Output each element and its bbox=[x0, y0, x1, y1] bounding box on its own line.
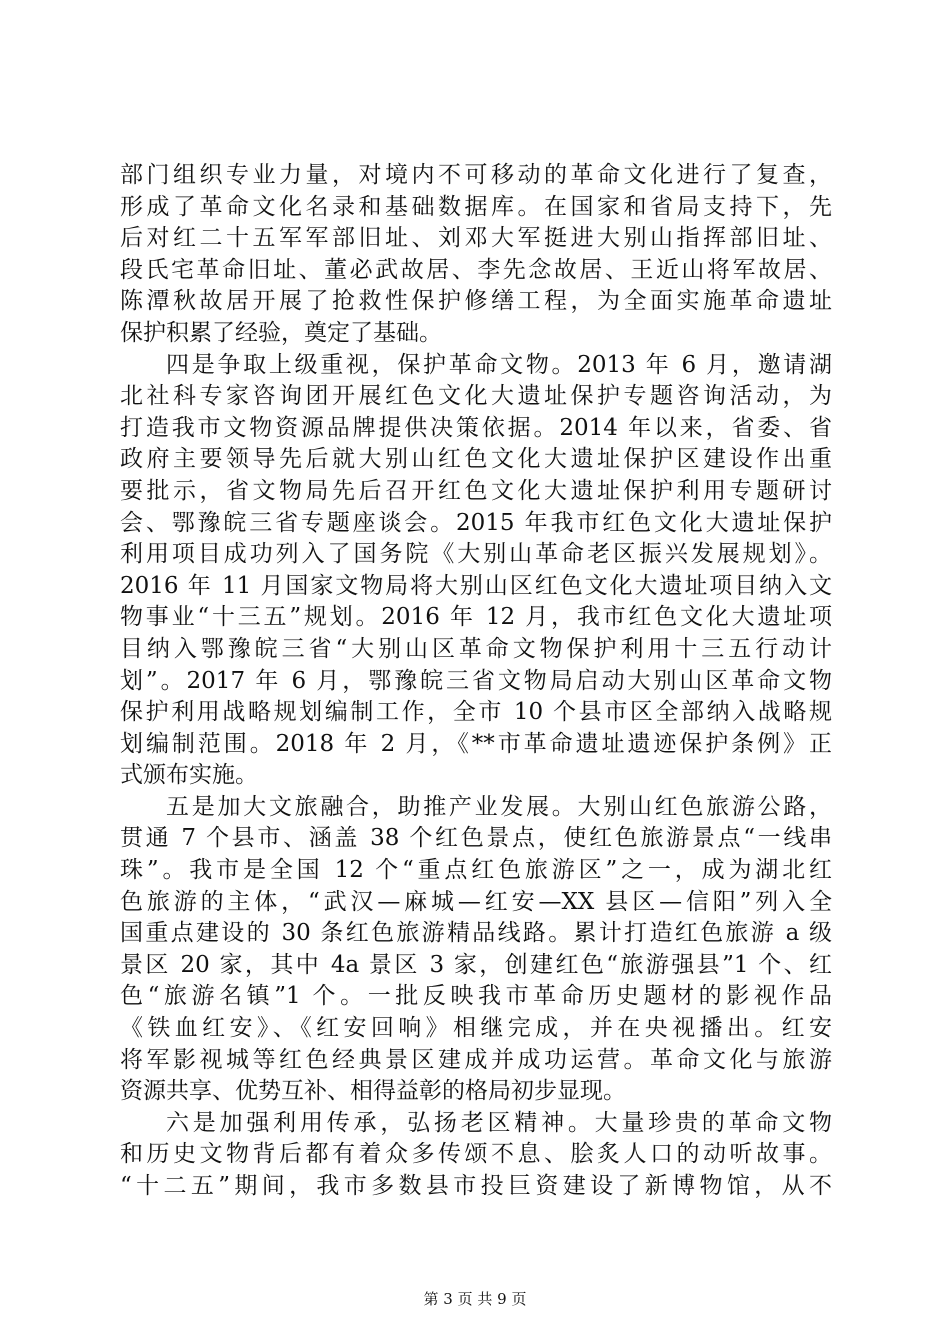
text-line: 式颁布实施。 bbox=[120, 762, 258, 789]
text-line: 2016 年 11 月国家文物局将大别山区红色文化大遗址项目纳入文 bbox=[120, 572, 832, 599]
text-line: 要批示，省文物局先后召开红色文化大遗址保护利用专题研讨 bbox=[120, 477, 832, 504]
text-line: 资源共享、优势互补、相得益彰的格局初步显现。 bbox=[120, 1078, 626, 1105]
text-line: 将军影视城等红色经典景区建成并成功运营。革命文化与旅游 bbox=[120, 1046, 832, 1073]
text-line: 陈潭秋故居开展了抢救性保护修缮工程，为全面实施革命遗址 bbox=[120, 288, 832, 315]
text-line: 国重点建设的 30 条红色旅游精品线路。累计打造红色旅游 a 级 bbox=[120, 920, 832, 947]
text-line: 五是加大文旅融合，助推产业发展。大别山红色旅游公路， bbox=[166, 793, 832, 820]
text-line: 物事业“十三五”规划。2016 年 12 月，我市红色文化大遗址项 bbox=[120, 604, 832, 631]
text-line: 贯通 7 个县市、涵盖 38 个红色景点，使红色旅游景点“一线串 bbox=[120, 825, 832, 852]
text-line: 六是加强利用传承，弘扬老区精神。大量珍贵的革命文物 bbox=[166, 1109, 832, 1136]
text-line: 和历史文物背后都有着众多传颂不息、脍炙人口的动听故事。 bbox=[120, 1141, 832, 1168]
text-line: 保护积累了经验，奠定了基础。 bbox=[120, 319, 442, 346]
text-line: 划编制范围。2018 年 2 月，《**市革命遗址遗迹保护条例》正 bbox=[120, 730, 832, 757]
text-line: 利用项目成功列入了国务院《大别山革命老区振兴发展规划》。 bbox=[120, 541, 832, 568]
text-line: 色“旅游名镇”1 个。一批反映我市革命历史题材的影视作品 bbox=[120, 983, 832, 1010]
text-line: 政府主要领导先后就大别山红色文化大遗址保护区建设作出重 bbox=[120, 446, 832, 473]
text-line: 四是争取上级重视，保护革命文物。2013 年 6 月，邀请湖 bbox=[166, 351, 832, 378]
text-line: 北社科专家咨询团开展红色文化大遗址保护专题咨询活动，为 bbox=[120, 383, 832, 410]
text-line: 划”。2017 年 6 月，鄂豫皖三省文物局启动大别山区革命文物 bbox=[120, 667, 832, 694]
text-line: “十二五”期间，我市多数县市投巨资建设了新博物馆，从不 bbox=[120, 1173, 832, 1199]
text-line: 打造我市文物资源品牌提供决策依据。2014 年以来，省委、省 bbox=[120, 414, 832, 441]
text-line: 段氏宅革命旧址、董必武故居、李先念故居、王近山将军故居、 bbox=[120, 256, 832, 283]
paragraph-p2 bbox=[120, 350, 832, 792]
text-line: 会、鄂豫皖三省专题座谈会。2015 年我市红色文化大遗址保护 bbox=[120, 509, 832, 536]
document-body bbox=[120, 160, 832, 1203]
paragraph-p1 bbox=[120, 160, 832, 350]
page-footer: 第 3 页 共 9 页 bbox=[423, 1290, 527, 1308]
text-line: 部门组织专业力量，对境内不可移动的革命文化进行了复查， bbox=[120, 162, 832, 188]
paragraph-p3 bbox=[120, 792, 832, 1108]
text-line: 《铁血红安》、《红安回响》相继完成，并在央视播出。红安 bbox=[120, 1015, 832, 1042]
text-line: 色旅游的主体，“武汉—麻城—红安—XX 县区—信阳”列入全 bbox=[120, 888, 832, 915]
paragraph-p4 bbox=[120, 1108, 832, 1203]
text-line: 形成了革命文化名录和基础数据库。在国家和省局支持下，先 bbox=[120, 193, 832, 220]
text-line: 后对红二十五军军部旧址、刘邓大军挺进大别山指挥部旧址、 bbox=[120, 225, 832, 252]
text-line: 景区 20 家，其中 4a 景区 3 家，创建红色“旅游强县”1 个、红 bbox=[120, 951, 832, 978]
text-line: 珠”。我市是全国 12 个“重点红色旅游区”之一，成为湖北红 bbox=[120, 857, 832, 884]
text-line: 保护利用战略规划编制工作，全市 10 个县市区全部纳入战略规 bbox=[120, 699, 832, 726]
text-line: 目纳入鄂豫皖三省“大别山区革命文物保护利用十三五行动计 bbox=[120, 635, 832, 662]
